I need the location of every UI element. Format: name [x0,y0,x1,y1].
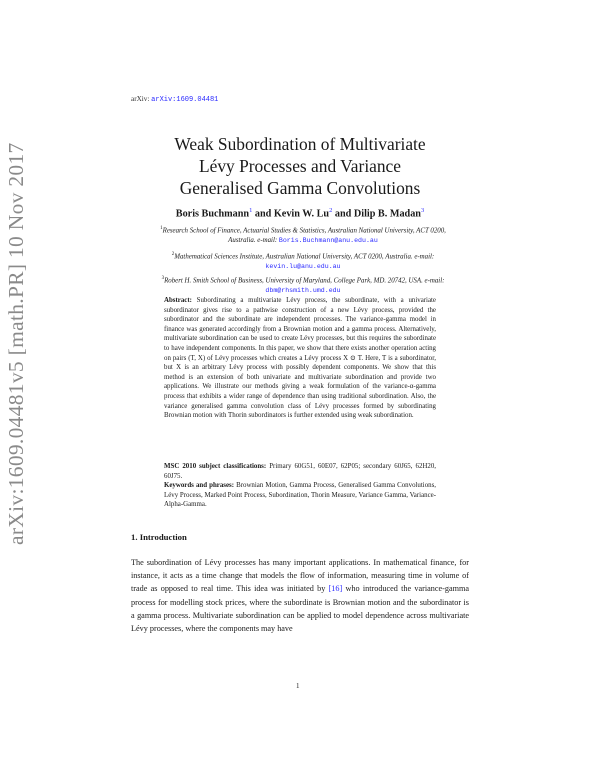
keywords-label: Keywords and phrases: [164,482,235,489]
keywords-text: Brownian Motion, Gamma Process, Generalised Gamma Convolutions, Lévy Process, Marked Point Process, Subordination, Thorin Measure, Variance Gamma, Variance-Alpha-Gamma. [164,482,436,509]
author-separator: and [252,208,274,220]
section-heading: 1. Introduction [131,532,187,542]
affiliation-number: 3 [161,276,165,281]
arxiv-side-stamp: arXiv:1609.04481v5 [math.PR] 10 Nov 2017 [4,142,28,545]
arxiv-link[interactable]: arXiv:1609.04481 [151,96,219,104]
affiliation [158,250,448,271]
affiliation [158,274,448,295]
affiliation-marker[interactable]: 3 [420,207,425,214]
email-link[interactable]: dbm@rhsmith.umd.edu [265,286,341,294]
msc-text: Primary 60G51, 60E07, 62P05; secondary 60J65, 62H20, 60J75. [164,463,436,480]
email-link[interactable]: Boris.Buchmann@anu.edu.au [278,236,378,244]
keywords [164,481,436,510]
affiliation-text: Mathematical Sciences Institute, Australian National University, ACT 0200, Australia. e-mail: [174,253,435,261]
introduction-paragraph [131,556,469,635]
abstract [164,296,436,421]
abstract-text: Subordinating a multivariate Lévy process, the subordinate, with a univariate subordinator gives rise to a pathwise construction of a new Lévy process, provided the subordinator and the subordinate are independent processes. The variance-gamma model in finance was generated accordingly from a Brownian motion and a gamma process. Alternatively, multivariate subordination can be used to create Lévy processes, but this requires the subordinate to have independent components. In this paper, we show that there exists another operation acting on pairs (T, X) of Lévy processes which creates a Lévy process X ⊙ T. Here, T is a subordinator, but X is an arbitrary Lévy process with possibly dependent components. We show that this method is an extension of both univariate and multivariate subordination and provide two applications. We illustrate our methods giving a weak formulation of the variance-α-gamma process that exhibits a wider range of dependence than using traditional subordination. Also, the variance generalised gamma convolution class of Lévy processes formed by subordinating Brownian motion with Thorin subordinators is further extended using weak subordination. [164,297,436,420]
title-line-3: Generalised Gamma Convolutions [179,178,421,198]
author-name: Boris Buchmann [175,208,250,220]
author-name: Kevin W. Lu [273,208,330,220]
title-line-2: Lévy Processes and Variance [198,156,401,176]
title-line-1: Weak Subordination of Multivariate [174,134,426,154]
author-list [110,207,490,219]
msc-label: MSC 2010 subject classifications: [164,463,267,470]
abstract-label: Abstract: [164,297,192,304]
msc-classifications [164,462,436,481]
affiliation [158,224,448,245]
affiliation-text: Robert H. Smith School of Business, University of Maryland, College Park, MD. 20742, USA. e-mail: [164,277,445,285]
author-separator: and [332,208,354,220]
affiliation-marker[interactable]: 2 [329,207,333,214]
arxiv-prefix: arXiv: [131,95,152,103]
email-link[interactable]: kevin.lu@anu.edu.au [265,262,341,270]
page-number: 1 [296,682,300,690]
paper-title [120,133,480,199]
intro-text: The subordination of Lévy processes has many important applications. In mathematical finance, for instance, it acts as a time change that models the flow of information, measuring time in volume of trade as opposed to real time. This idea was initiated by [131,558,469,594]
citation-link[interactable]: [16] [328,584,343,594]
affiliation-number: 1 [160,226,163,231]
arxiv-identifier [131,95,218,104]
intro-text-continued: who introduced the variance-gamma process for modelling stock prices, where the subordinate is Brownian motion and the subordinator is a gamma process. Multivariate subordination can be applied to model dependence across multivariate Lévy processes, where the components may have [131,584,469,634]
affiliation-marker[interactable]: 1 [249,207,253,214]
author-name: Dilip B. Madan [353,208,421,220]
affiliation-number: 2 [171,252,175,257]
affiliation-text: Research School of Finance, Actuarial Studies & Statistics, Australian National University, ACT 0200, Australia. e-mail: [162,227,446,244]
